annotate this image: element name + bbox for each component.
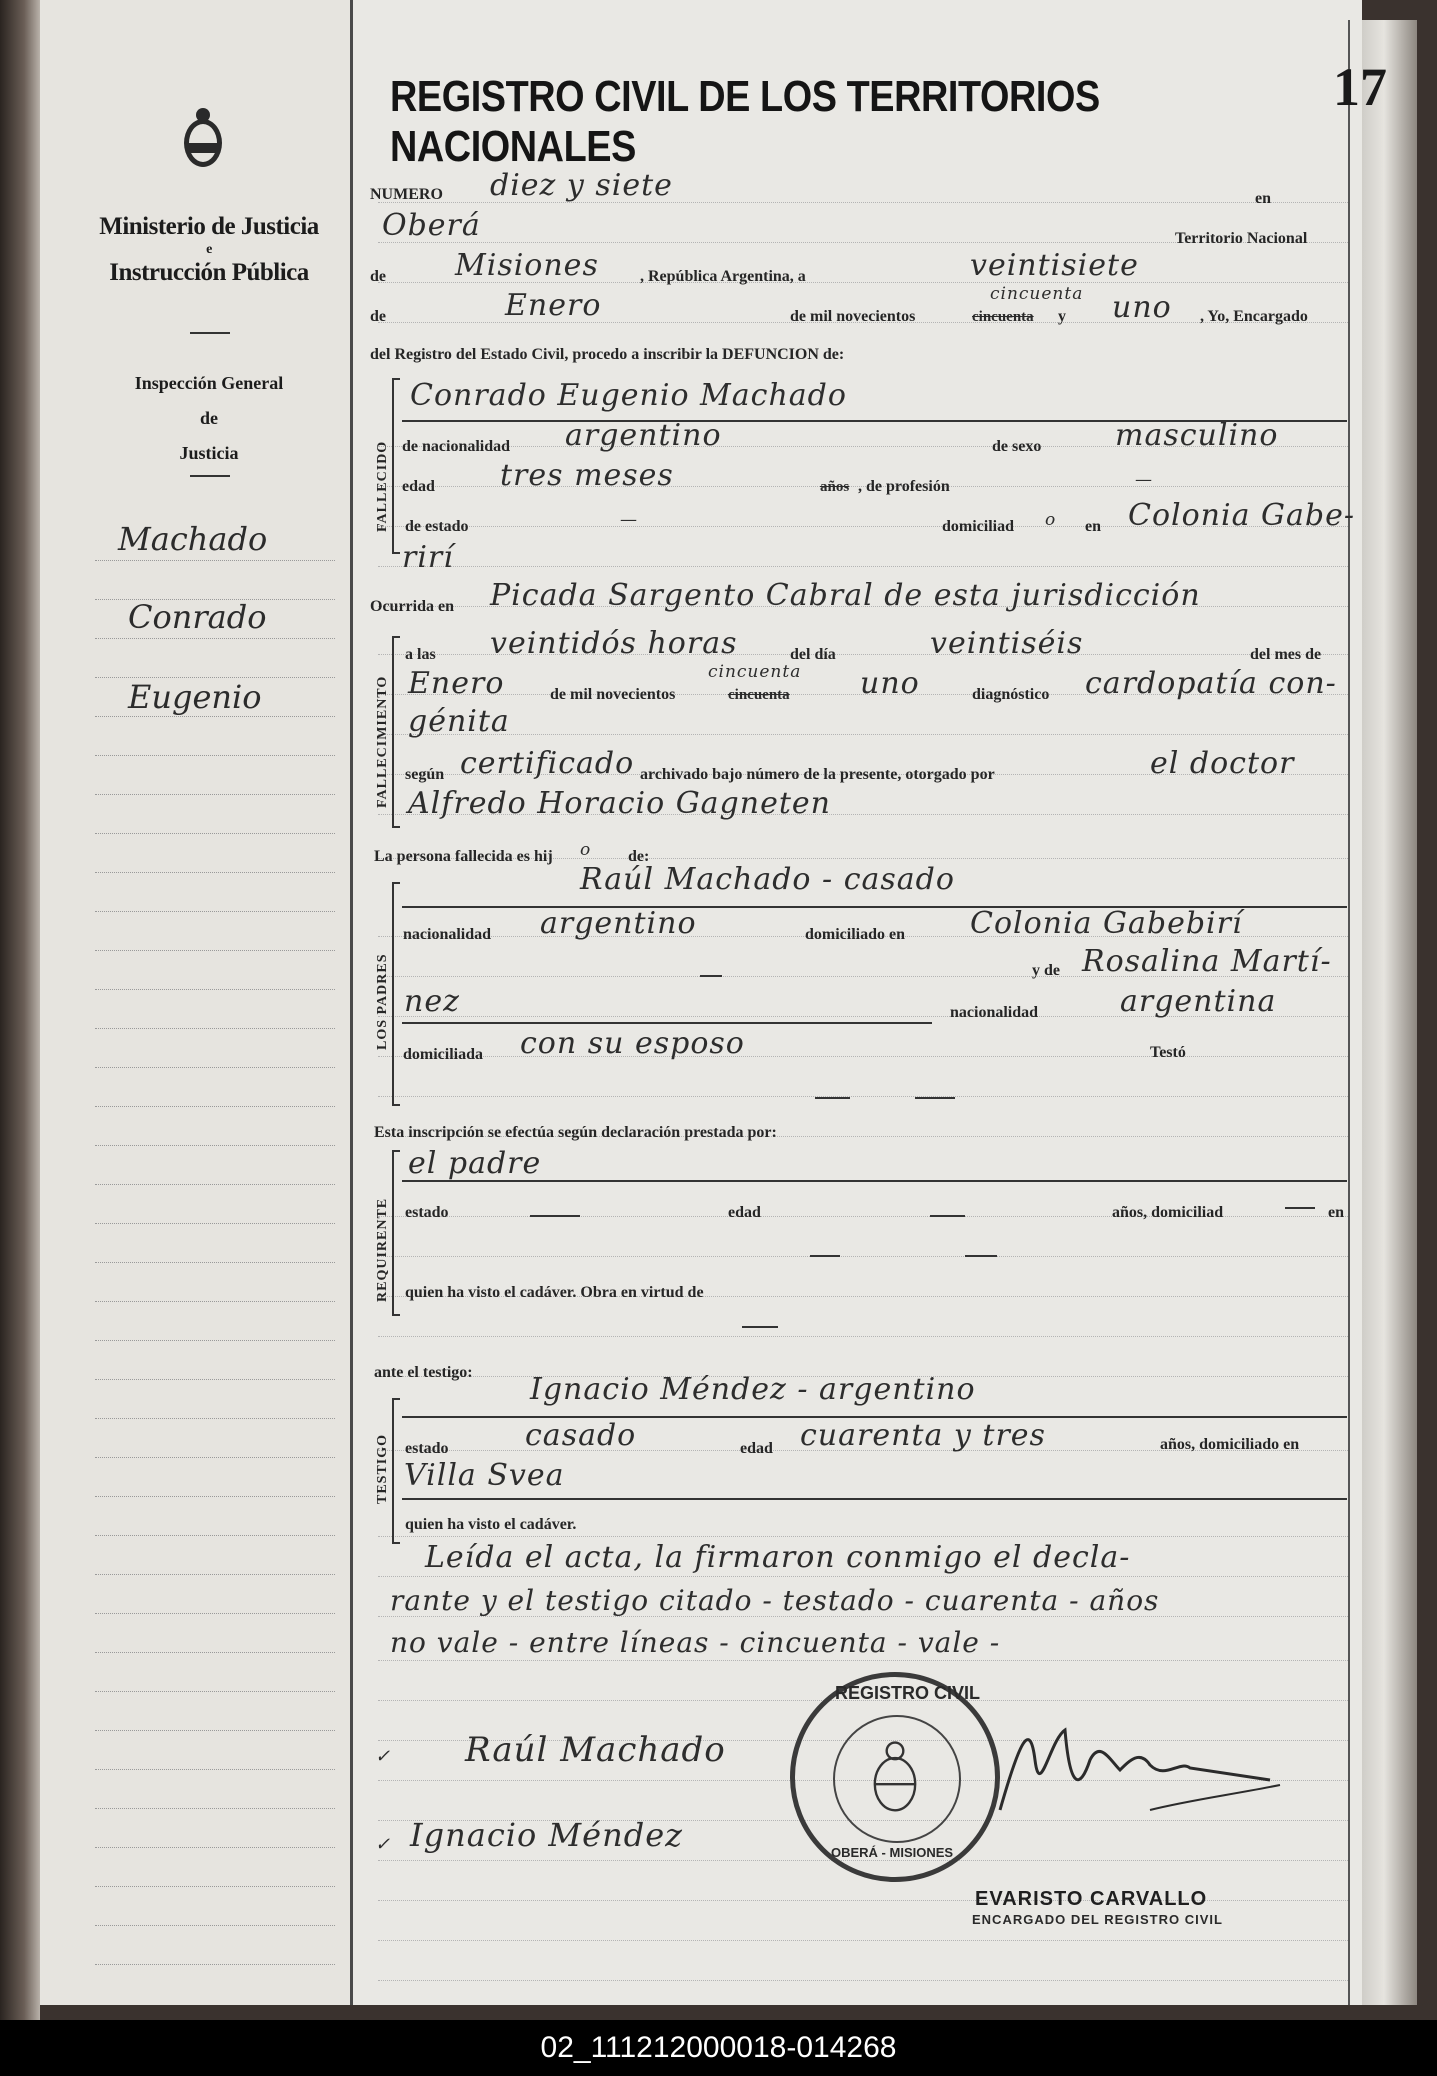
label-edad-2: edad <box>728 1204 761 1221</box>
value-lugar: Oberá <box>382 208 481 243</box>
margin-rule-line <box>95 1730 335 1731</box>
margin-rule-line <box>95 1262 335 1263</box>
brace-requirente <box>392 1150 400 1316</box>
margin-rule-line <box>95 950 335 951</box>
label-del-dia: del día <box>790 646 836 663</box>
margin-rule-line <box>95 1613 335 1614</box>
brace-fallecido <box>392 378 400 554</box>
margin-divider <box>350 0 353 2005</box>
insert-cincuenta: cincuenta <box>990 284 1084 304</box>
margin-rule-line <box>95 1106 335 1107</box>
side-label-testigo: TESTIGO <box>375 1433 390 1504</box>
margin-rule-line <box>95 1379 335 1380</box>
margin-rule-line <box>95 1418 335 1419</box>
ministry-conjunction: e <box>206 242 212 257</box>
margin-rule-line <box>95 1652 335 1653</box>
value-diagnostico: cardopatía con- <box>1085 666 1337 701</box>
registrar-title: ENCARGADO DEL REGISTRO CIVIL <box>972 1912 1223 1927</box>
book-spine <box>0 0 40 2020</box>
margin-rule-line <box>95 1691 335 1692</box>
value-hijo-suffix: o <box>580 840 592 860</box>
value-madre: Rosalina Martí- <box>1082 944 1332 979</box>
image-caption: 02_111212000018-014268 <box>0 2020 1437 2076</box>
label-edad: edad <box>402 478 435 495</box>
label-y-de: y de <box>1032 962 1060 979</box>
value-estado: — <box>620 510 638 530</box>
value-numero: diez y siete <box>490 168 673 203</box>
label-y: y <box>1058 308 1066 325</box>
separator <box>190 332 230 334</box>
label-persona: La persona fallecida es hij <box>374 848 553 865</box>
margin-rule-line <box>95 716 335 717</box>
signature-mark: ✓ <box>375 1746 392 1767</box>
label-yo: , Yo, Encargado <box>1200 308 1308 325</box>
form-rule-line <box>378 566 1348 567</box>
right-rule <box>1348 20 1350 2005</box>
label-quien-ha-visto: quien ha visto el cadáver. Obra en virtud de <box>405 1284 704 1301</box>
label-segun: según <box>405 766 445 783</box>
seal-ring-top: REGISTRO CIVIL <box>835 1683 981 1703</box>
form-rule-line <box>378 1940 1348 1941</box>
ministry-line-1: Ministerio de Justicia <box>99 213 319 240</box>
inspection-line-1: Inspección General <box>134 373 284 393</box>
value-testigo: Ignacio Méndez - argentino <box>530 1372 976 1407</box>
margin-rule-line <box>95 1808 335 1809</box>
note-line-1: Leída el acta, la firmaron conmigo el decla- <box>425 1540 1131 1575</box>
margin-rule-line <box>95 1769 335 1770</box>
value-profesion: — <box>1135 470 1153 490</box>
coat-of-arms-icon <box>180 105 226 169</box>
value-requirente: el padre <box>408 1146 542 1181</box>
value-sexo: masculino <box>1115 418 1279 453</box>
label-territorio: Territorio Nacional <box>1175 230 1308 247</box>
margin-rule-line <box>95 794 335 795</box>
dash-mark <box>530 1215 580 1217</box>
form-rule-line <box>378 1256 1348 1257</box>
value-madre-nac: argentina <box>1120 984 1277 1019</box>
label-nacionalidad-madre: nacionalidad <box>950 1004 1039 1021</box>
struck-cincuenta: cincuenta <box>972 309 1034 325</box>
margin-rule-line <box>95 989 335 990</box>
label-domiciliado-en: domiciliado en <box>805 926 906 943</box>
value-domiciliad-suffix: o <box>1045 510 1057 530</box>
value-territorio: Misiones <box>455 248 599 283</box>
solid-line <box>402 1180 1347 1182</box>
label-de-colon: de: <box>628 848 650 865</box>
inspection-line-3: Justicia <box>179 443 239 463</box>
margin-rule-line <box>95 638 335 639</box>
brace-fallecimiento <box>392 636 400 828</box>
dash-mark <box>965 1255 997 1257</box>
value-otorgado: el doctor <box>1150 746 1295 781</box>
margin-rule-line <box>95 833 335 834</box>
signature-padre: Raúl Machado <box>465 1730 726 1770</box>
margin-rule-line <box>95 1925 335 1926</box>
value-madre-dom: con su esposo <box>520 1026 745 1061</box>
value-hora: veintidós horas <box>490 626 738 661</box>
struck-cincuenta-2: cincuenta <box>728 687 790 703</box>
ministry-line-2: Instrucción Pública <box>109 259 309 286</box>
solid-line <box>402 1022 932 1024</box>
label-en-3: en <box>1328 1204 1344 1221</box>
label-de: de <box>370 268 386 285</box>
form-rule-line <box>378 734 1348 735</box>
form-rule-line <box>378 1980 1348 1981</box>
label-numero: NUMERO <box>370 186 443 203</box>
label-del-registro: del Registro del Estado Civil, procedo a inscribir la DEFUNCION de: <box>370 346 845 363</box>
value-domicilio: Colonia Gabe- <box>1128 498 1355 533</box>
margin-rule-line <box>95 1847 335 1848</box>
label-ante-testigo: ante el testigo: <box>374 1364 473 1381</box>
margin-rule-line <box>95 1028 335 1029</box>
label-diagnostico: diagnóstico <box>972 686 1050 703</box>
form-rule-line <box>378 1536 1348 1537</box>
label-en-2: en <box>1085 518 1101 535</box>
dash-mark <box>1285 1207 1315 1209</box>
label-a-las: a las <box>405 646 436 663</box>
label-inscripcion: Esta inscripción se efectúa según declaración prestada por: <box>374 1124 777 1141</box>
side-label-fallecido: FALLECIDO <box>375 440 390 532</box>
ministry-heading <box>70 212 348 288</box>
label-de-mil-2: de mil novecientos <box>550 686 676 703</box>
value-domicilio-cont: rirí <box>402 540 454 575</box>
value-nombre: Conrado Eugenio Machado <box>410 378 847 413</box>
solid-line <box>402 1498 1347 1500</box>
brace-testigo <box>392 1398 400 1544</box>
margin-rule-line <box>95 1496 335 1497</box>
margin-middlename: Eugenio <box>128 678 262 716</box>
note-line-3: no vale - entre líneas - cincuenta - vale - <box>390 1626 1001 1659</box>
value-edad: tres meses <box>500 458 674 493</box>
value-testigo-estado: casado <box>525 1418 637 1453</box>
dash-mark <box>915 1097 955 1099</box>
margin-rule-line <box>95 1184 335 1185</box>
margin-firstname: Conrado <box>128 598 267 636</box>
margin-surname: Machado <box>118 520 268 558</box>
brace-padres <box>392 882 400 1106</box>
margin-rule-line <box>95 1223 335 1224</box>
label-sexo: de sexo <box>992 438 1042 455</box>
value-dia-fall: veintiséis <box>930 626 1084 661</box>
label-estado-2: estado <box>405 1204 449 1221</box>
value-mes: Enero <box>505 288 602 323</box>
dash-mark <box>815 1097 850 1099</box>
seal-emblem-icon <box>865 1739 925 1815</box>
label-anos-dom: años, domiciliad <box>1112 1204 1224 1221</box>
margin-rule-line <box>95 1964 335 1965</box>
register-title: REGISTRO CIVIL DE LOS TERRITORIOS NACIONALES <box>390 72 1100 171</box>
label-de-mil: de mil novecientos <box>790 308 916 325</box>
dash-mark <box>930 1215 965 1217</box>
margin-rule-line <box>95 560 335 561</box>
side-label-fallecimiento: FALLECIMIENTO <box>375 675 390 808</box>
registrar-signature-scribble <box>990 1700 1290 1840</box>
margin-rule-line <box>95 911 335 912</box>
value-doctor: Alfredo Horacio Gagneten <box>408 786 831 821</box>
page-number: 17 <box>1333 57 1387 117</box>
label-de-2: de <box>370 308 386 325</box>
value-ocurrida: Picada Sargento Cabral de esta jurisdicción <box>490 578 1201 613</box>
value-testigo-dom: Villa Svea <box>404 1458 565 1493</box>
inspection-heading <box>70 366 348 471</box>
label-republica: , República Argentina, a <box>640 268 806 285</box>
label-archivado: archivado bajo número de la presente, otorgado por <box>640 766 995 783</box>
form-rule-line <box>378 1096 1348 1097</box>
inspection-line-2: de <box>200 408 218 428</box>
margin-rule-line <box>95 1067 335 1068</box>
label-nacionalidad-padre: nacionalidad <box>403 926 492 943</box>
dash-mark <box>742 1326 778 1328</box>
side-label-padres: LOS PADRES <box>375 953 390 1050</box>
margin-rule-line <box>95 1145 335 1146</box>
value-madre-cont: nez <box>404 984 460 1019</box>
left-margin-page <box>40 0 354 2005</box>
value-ano-fall: uno <box>860 666 920 701</box>
value-testigo-edad: cuarenta y tres <box>800 1418 1046 1453</box>
note-line-2: rante y el testigo citado - testado - cuarenta - años <box>390 1584 1160 1617</box>
label-quien-ha-visto-2: quien ha visto el cadáver. <box>405 1516 577 1533</box>
page-edge <box>1362 20 1417 2005</box>
label-anos-dom-3: años, domiciliado en <box>1160 1436 1300 1453</box>
seal-ring-bottom: OBERÁ - MISIONES <box>831 1845 954 1860</box>
registrar-name: EVARISTO CARVALLO <box>975 1888 1208 1910</box>
form-rule-line <box>378 1660 1348 1661</box>
registry-seal <box>790 1672 1000 1882</box>
margin-rule-line <box>95 1535 335 1536</box>
margin-rule-line <box>95 1886 335 1887</box>
side-label-requirente: REQUIRENTE <box>375 1197 390 1302</box>
label-estado-3: estado <box>405 1440 449 1457</box>
value-ano: uno <box>1112 290 1172 325</box>
insert-cincuenta-2: cincuenta <box>708 662 802 682</box>
form-rule-line <box>378 1336 1348 1337</box>
value-nacionalidad: argentino <box>565 418 722 453</box>
signature-testigo: Ignacio Méndez <box>410 1816 683 1854</box>
value-dia: veintisiete <box>970 248 1139 283</box>
struck-anos: años <box>820 479 850 495</box>
separator <box>190 475 230 477</box>
value-padre-dom: Colonia Gabebirí <box>970 906 1243 941</box>
label-profesion: , de profesión <box>858 478 950 495</box>
label-domiciliad: domiciliad <box>942 518 1015 535</box>
dash-mark <box>700 975 722 977</box>
value-padre: Raúl Machado - casado <box>580 862 955 897</box>
label-del-mes: del mes de <box>1250 646 1322 663</box>
value-diagnostico-cont: génita <box>408 704 510 739</box>
margin-rule-line <box>95 1301 335 1302</box>
label-testo: Testó <box>1150 1044 1186 1061</box>
margin-rule-line <box>95 1457 335 1458</box>
label-estado: de estado <box>405 518 469 535</box>
margin-rule-line <box>95 755 335 756</box>
label-domiciliada: domiciliada <box>403 1046 484 1063</box>
value-padre-nac: argentino <box>540 906 697 941</box>
label-en: en <box>1255 190 1271 207</box>
label-edad-3: edad <box>740 1440 773 1457</box>
label-ocurrida: Ocurrida en <box>370 598 454 615</box>
margin-rule-line <box>95 872 335 873</box>
signature-mark: ✓ <box>375 1834 392 1855</box>
value-mes-fall: Enero <box>408 666 505 701</box>
form-rule-line <box>378 1576 1348 1577</box>
dash-mark <box>810 1255 840 1257</box>
margin-rule-line <box>95 1574 335 1575</box>
label-nacionalidad: de nacionalidad <box>402 438 511 455</box>
value-segun: certificado <box>460 746 635 781</box>
margin-rule-line <box>95 1340 335 1341</box>
